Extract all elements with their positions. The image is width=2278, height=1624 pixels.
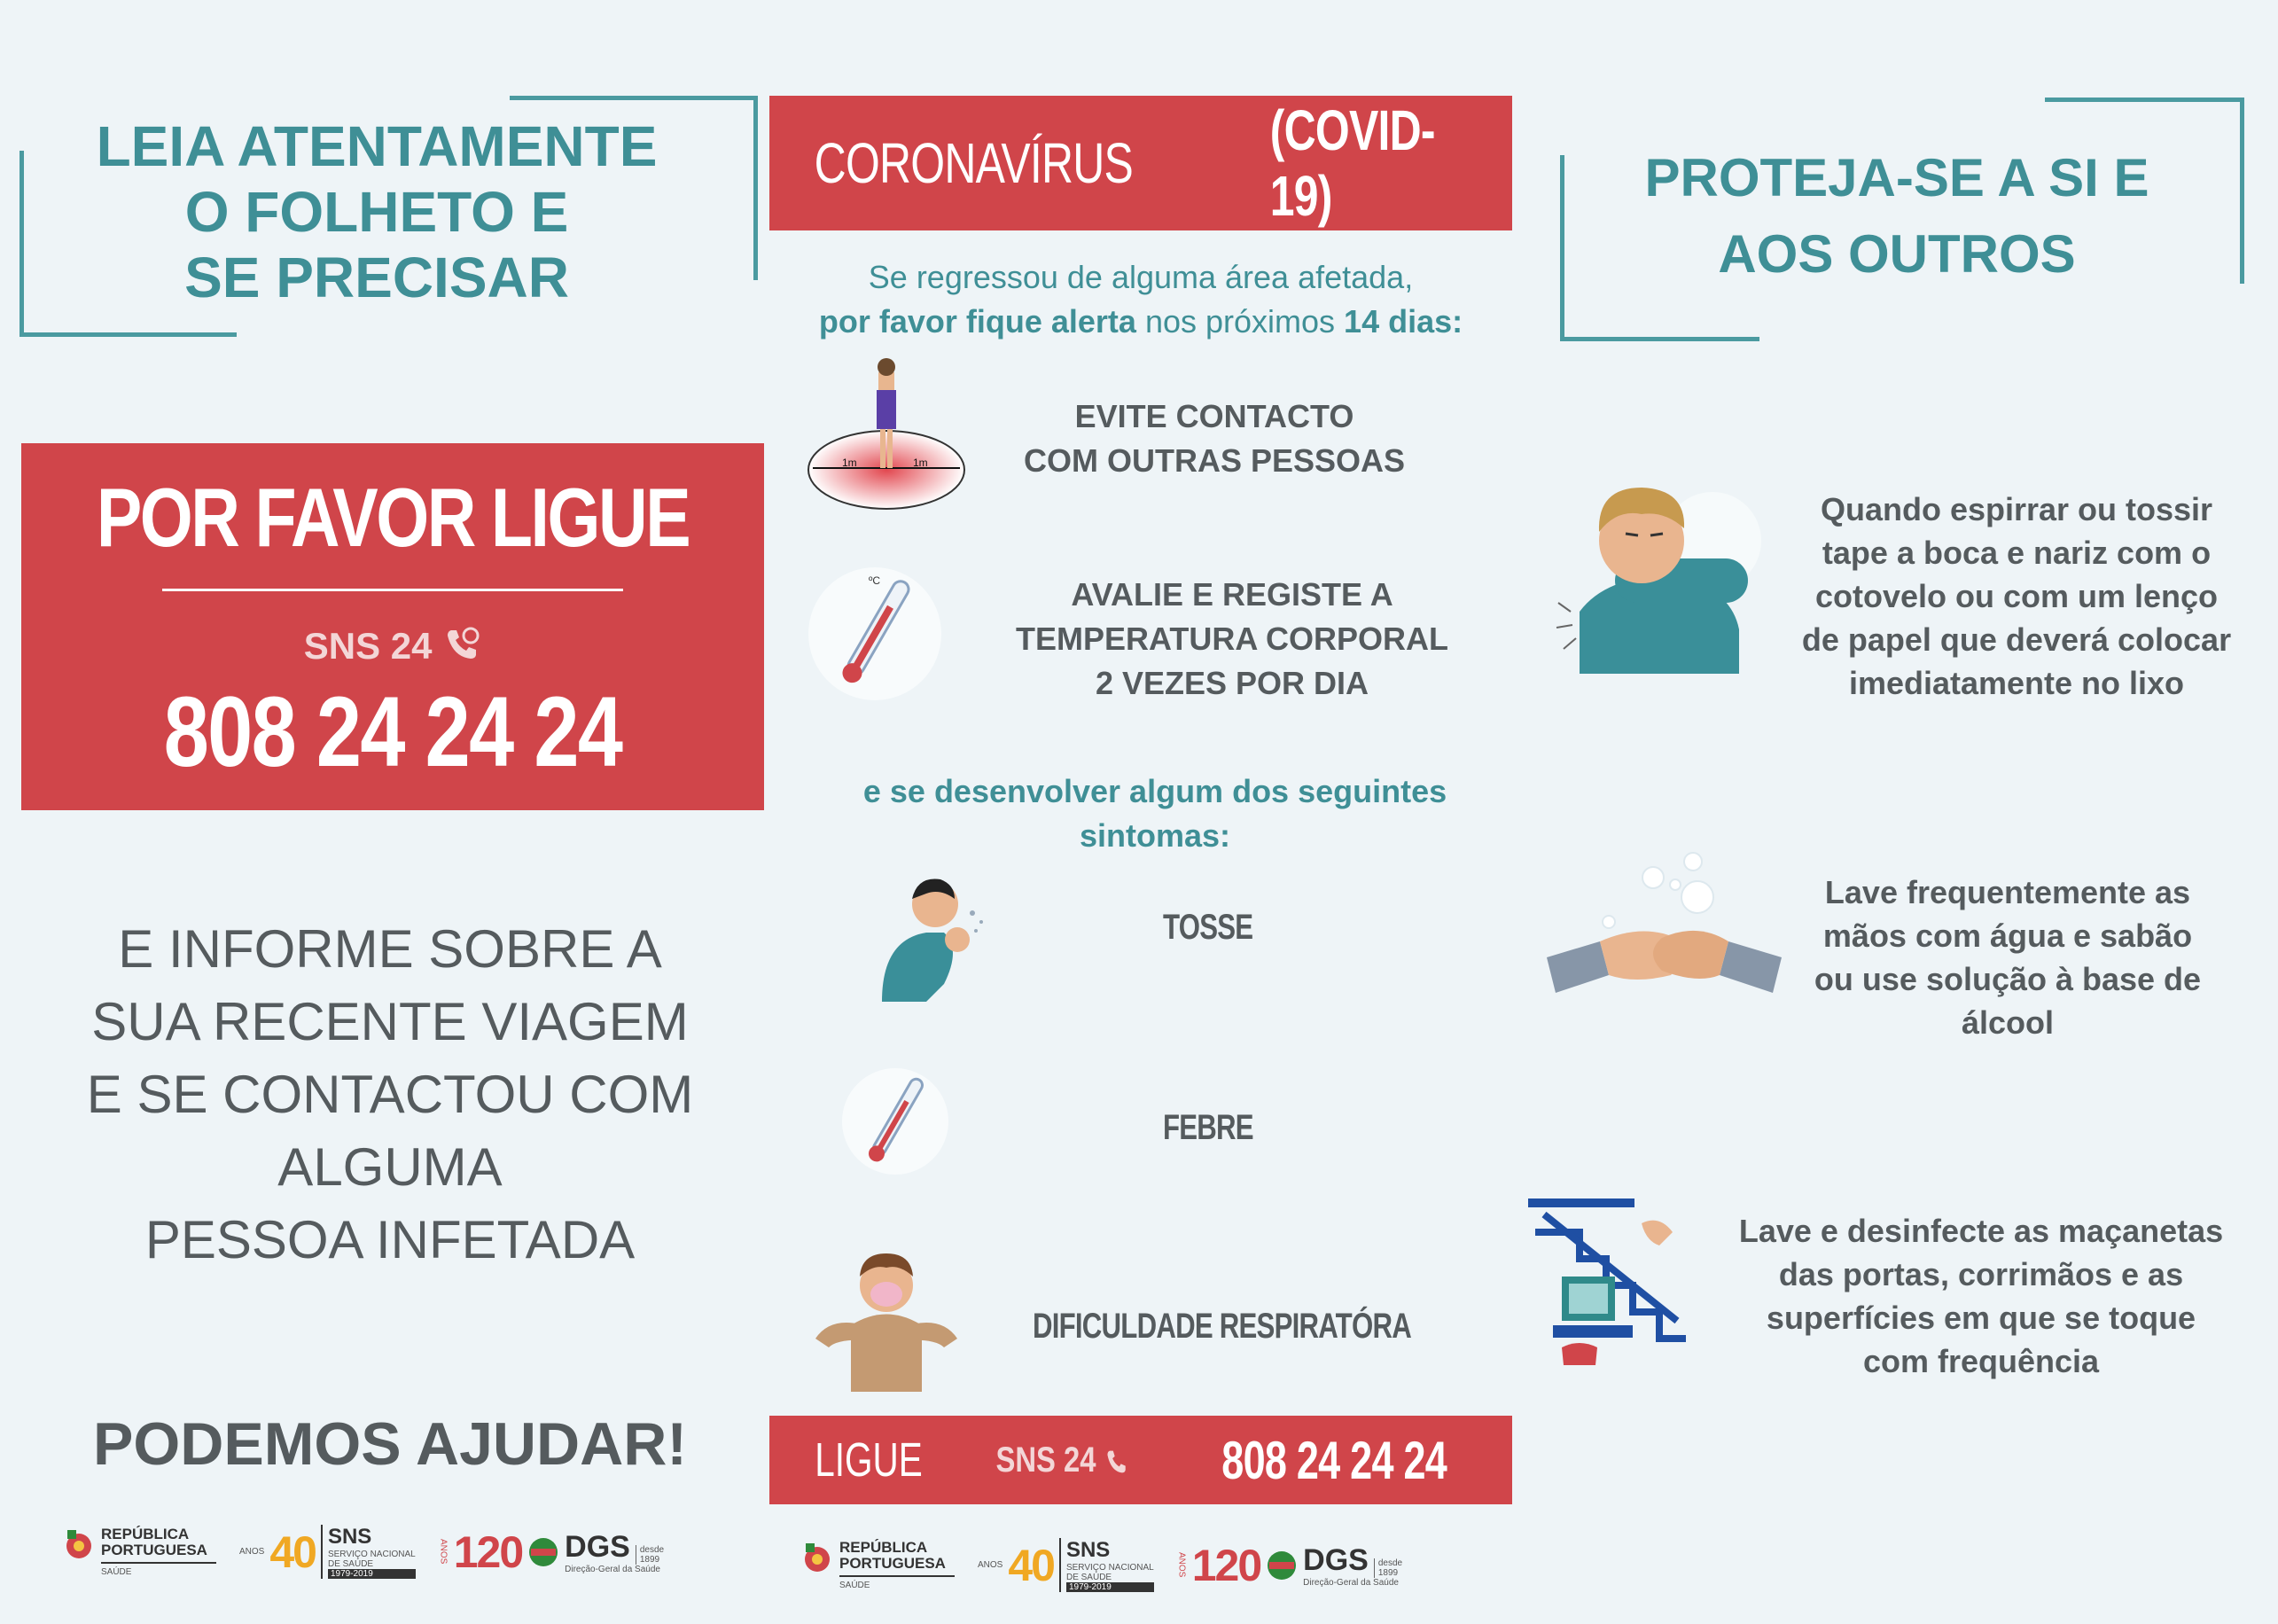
phone-icon	[1104, 1447, 1129, 1477]
tip-handwash	[1777, 871, 2238, 1044]
handwash-illustration	[1547, 842, 1782, 1011]
saude-label: SAÚDE	[101, 1567, 132, 1577]
tip-line: ou use solução à base de	[1814, 961, 2202, 997]
inform-line: E SE CONTACTOU COM	[86, 1065, 694, 1124]
sns40-number: 40	[1008, 1540, 1054, 1590]
fever-thermometer-illustration	[842, 1068, 948, 1175]
tip-line: mãos com água e sabão	[1822, 917, 2193, 954]
sns-label: SNS 24	[303, 625, 433, 668]
left-header-bracket-top	[510, 96, 758, 100]
dgs-number: 120	[1191, 1540, 1261, 1590]
distance-label: 1m	[842, 457, 857, 469]
dgs-anos: ANOS	[1176, 1552, 1187, 1578]
covid-banner	[769, 96, 1512, 230]
sns-years: 1979-2019	[1066, 1582, 1154, 1592]
republica-line: REPÚBLICA	[101, 1526, 190, 1542]
right-header	[1587, 140, 2207, 293]
dgs-desde: 1899	[1377, 1567, 1399, 1578]
sns-years: 1979-2019	[328, 1569, 416, 1579]
intro-days: 14 dias:	[1344, 303, 1463, 340]
tip-line: tape a boca e nariz com o	[1822, 535, 2212, 571]
distance-illustration	[802, 355, 971, 523]
left-logos	[64, 1525, 664, 1579]
thermo-unit: ºC	[869, 574, 881, 587]
sns40-logo	[978, 1538, 1154, 1592]
inform-line: E INFORME SOBRE A	[118, 919, 662, 979]
call-box-title: POR FAVOR LIGUE	[96, 471, 690, 564]
symptom-fever: FEBRE	[1163, 1108, 1253, 1147]
footer-phone[interactable]: 808 24 24 24	[1221, 1430, 1447, 1490]
step-line: COM OUTRAS PESSOAS	[1023, 442, 1406, 479]
step-line: EVITE CONTACTO	[1074, 398, 1354, 434]
dgs-name: DGS	[565, 1529, 630, 1564]
left-header-line: LEIA ATENTAMENTE	[96, 114, 658, 178]
intro-line2	[769, 300, 1512, 344]
intro-text	[769, 255, 1512, 344]
intro-bold: por favor fique alerta	[818, 303, 1136, 340]
tip-disinfect	[1715, 1209, 2247, 1383]
republica-emblem-icon	[802, 1540, 832, 1575]
help-text: PODEMOS AJUDAR!	[93, 1410, 687, 1478]
sns-name: SNS	[1065, 1538, 1111, 1562]
footer-ligue: LIGUE	[815, 1433, 924, 1487]
dgs-desde: desde	[639, 1544, 665, 1555]
step-line: TEMPERATURA CORPORAL	[1016, 621, 1448, 657]
call-box	[21, 443, 764, 810]
intro-mid: nos próximos	[1135, 303, 1345, 340]
sneeze-illustration	[1553, 470, 1766, 674]
dgs-number: 120	[453, 1526, 523, 1577]
tip-line: Lave frequentemente as	[1824, 874, 2191, 910]
republica-line: PORTUGUESA	[839, 1555, 946, 1572]
sns40-number: 40	[269, 1526, 316, 1577]
tip-line: superfícies em que se toque	[1766, 1300, 2196, 1336]
banner-title: CORONAVÍRUS	[814, 131, 1134, 195]
footer-call-bar	[769, 1416, 1512, 1504]
dgs-sub: Direção-Geral da Saúde	[1303, 1577, 1399, 1588]
republica-logo	[64, 1526, 216, 1577]
dgs-anos: ANOS	[438, 1539, 449, 1565]
sns-label-row	[21, 625, 764, 673]
tip-line: das portas, corrimãos e as	[1778, 1256, 2184, 1292]
tip-line: álcool	[1961, 1004, 2055, 1041]
tip-line: imediatamente no lixo	[1848, 665, 2185, 701]
right-header-bracket-bottom	[1560, 337, 1759, 341]
banner-covid: (COVID-19)	[1269, 98, 1435, 228]
sns40-anos: ANOS	[978, 1560, 1003, 1570]
symptom-cough: TOSSE	[1163, 908, 1253, 947]
tip-sneeze	[1777, 488, 2256, 705]
inform-line: SUA RECENTE VIAGEM	[91, 992, 689, 1051]
dgs-emblem-icon	[1266, 1550, 1298, 1581]
tip-line: Quando espirrar ou tossir	[1820, 491, 2213, 527]
tip-line: cotovelo ou com um lenço	[1814, 578, 2219, 614]
symptoms-intro	[769, 769, 1541, 858]
republica-logo	[802, 1540, 955, 1590]
sns-sub: DE SAÚDE	[327, 1559, 374, 1569]
republica-emblem-icon	[64, 1526, 94, 1562]
inform-line: PESSOA INFETADA	[144, 1210, 636, 1269]
tip-line: de papel que deverá colocar	[1801, 621, 2232, 658]
symptoms-intro-line: sintomas:	[1079, 817, 1231, 854]
left-header	[35, 113, 718, 310]
right-header-line: PROTEJA-SE A SI E	[1644, 148, 2149, 207]
step-temperature	[1010, 573, 1454, 706]
right-header-bracket-top	[2045, 98, 2244, 102]
call-box-divider	[162, 589, 623, 591]
distance-label: 1m	[913, 457, 928, 469]
sns-sub: SERVIÇO NACIONAL	[327, 1550, 416, 1559]
phone-icon	[442, 625, 481, 673]
dgs-emblem-icon	[527, 1536, 559, 1568]
symptom-breathing: DIFICULDADE RESPIRATÓRA	[1033, 1307, 1411, 1346]
sns-sub: SERVIÇO NACIONAL	[1065, 1563, 1154, 1573]
dgs-desde: desde	[1377, 1558, 1403, 1568]
tip-line: Lave e desinfecte as maçanetas	[1738, 1213, 2224, 1249]
sns-sub: DE SAÚDE	[1065, 1573, 1112, 1582]
saude-label: SAÚDE	[839, 1581, 870, 1590]
dgs-name: DGS	[1303, 1542, 1369, 1577]
left-header-bracket-right	[753, 96, 758, 280]
right-header-bracket-left	[1560, 155, 1564, 341]
inform-text	[35, 913, 745, 1277]
sns-name: SNS	[327, 1525, 372, 1549]
right-header-bracket-right	[2240, 98, 2244, 284]
intro-line1: Se regressou de alguma área afetada,	[868, 259, 1414, 295]
inform-line: ALGUMA	[277, 1137, 503, 1197]
tip-line: com frequência	[1862, 1343, 2100, 1379]
dgs-logo	[439, 1526, 664, 1578]
left-header-line: O FOLHETO E	[184, 180, 569, 244]
sns40-logo	[239, 1525, 416, 1579]
dgs-desde: 1899	[639, 1554, 660, 1565]
dgs-sub: Direção-Geral da Saúde	[565, 1564, 660, 1574]
left-header-bracket-bottom	[20, 332, 237, 337]
middle-logos	[802, 1538, 1402, 1592]
breathing-illustration	[798, 1241, 975, 1392]
footer-sns-row	[996, 1441, 1129, 1480]
step-avoid-contact	[993, 394, 1436, 483]
thermometer-illustration	[808, 567, 941, 700]
footer-sns: SNS 24	[995, 1440, 1096, 1480]
call-box-phone[interactable]: 808 24 24 24	[163, 676, 622, 787]
disinfect-illustration	[1526, 1197, 1690, 1374]
republica-line: REPÚBLICA	[839, 1539, 928, 1556]
sns40-anos: ANOS	[239, 1547, 265, 1557]
step-line: AVALIE E REGISTE A	[1071, 576, 1393, 613]
republica-line: PORTUGUESA	[101, 1542, 207, 1558]
left-header-line: SE PRECISAR	[184, 246, 569, 309]
cough-illustration	[873, 869, 997, 1011]
dgs-logo	[1177, 1540, 1402, 1591]
symptoms-intro-line: e se desenvolver algum dos seguintes	[862, 773, 1447, 809]
right-header-line: AOS OUTROS	[1718, 224, 2076, 284]
step-line: 2 VEZES POR DIA	[1095, 665, 1369, 701]
